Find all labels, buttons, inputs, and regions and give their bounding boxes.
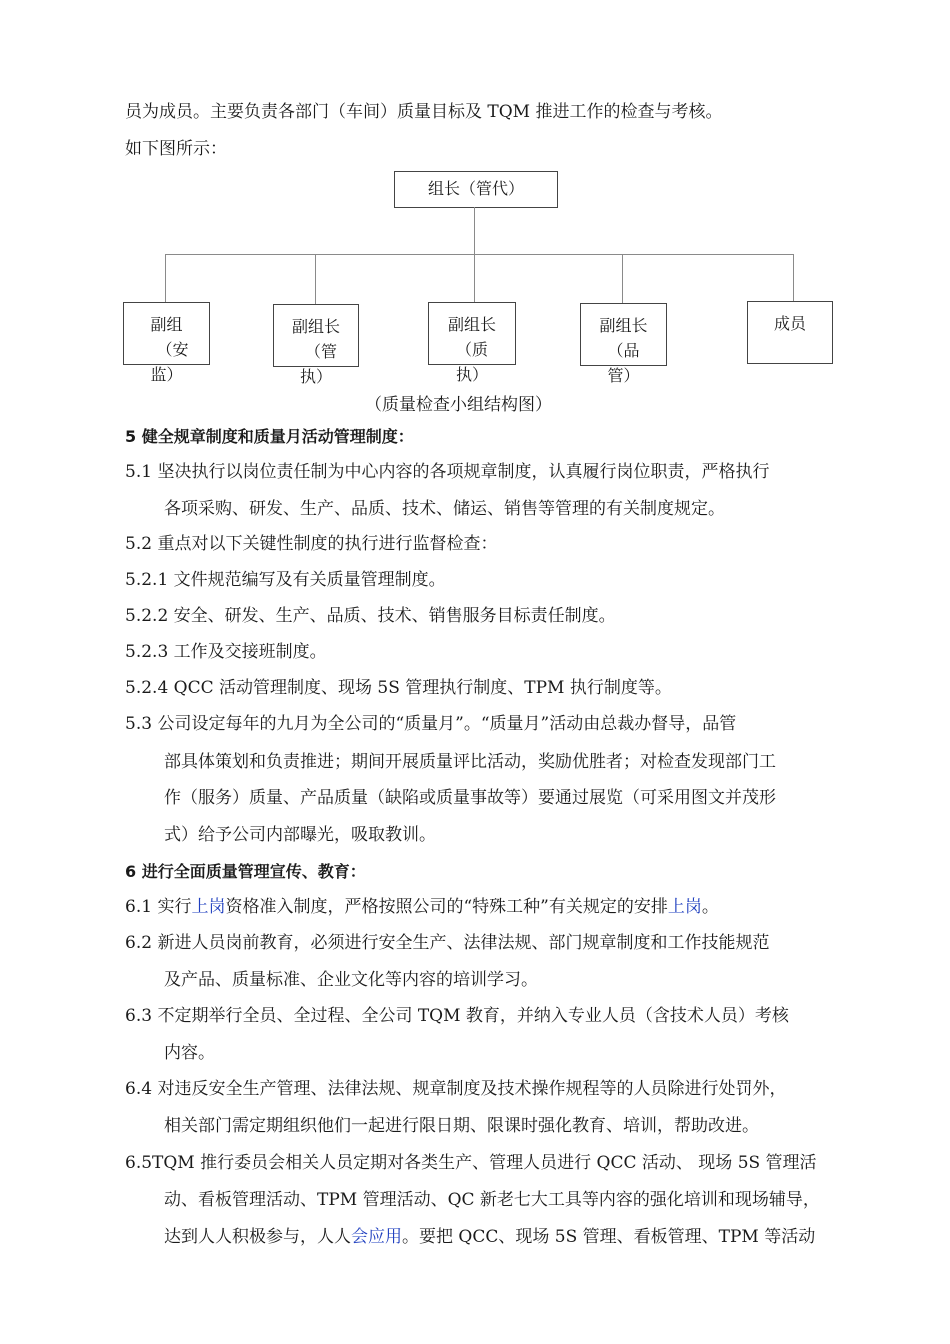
connector-drop-4 xyxy=(622,254,623,303)
paragraph-5-2-4: 5.2.4 QCC 活动管理制度、现场 5S 管理执行制度、TPM 执行制度等。 xyxy=(125,678,672,698)
org-box-line: 副组长 xyxy=(599,316,648,335)
org-box-deputy-qc xyxy=(580,303,667,385)
org-box-deputy-mgmt xyxy=(273,304,359,386)
connector-drop-3 xyxy=(474,254,475,302)
paragraph-6-4-line1: 6.4 对违反安全生产管理、法律法规、规章制度及技术操作规程等的人员除进行处罚外， xyxy=(125,1079,787,1099)
org-box-line: 成员 xyxy=(773,314,806,333)
org-box-line: 管） xyxy=(607,366,640,385)
paragraph-6-4-line2: 相关部门需定期组织他们一起进行限日期、限课时强化教育、培训，帮助改进。 xyxy=(164,1116,759,1136)
paragraph-5-2-1: 5.2.1 文件规范编写及有关质量管理制度。 xyxy=(125,570,446,590)
link-shanggang-2[interactable]: 上岗 xyxy=(667,897,702,917)
paragraph-6-5-line2: 动、看板管理活动、TPM 管理活动、QC 新老七大工具等内容的强化培训和现场辅导， xyxy=(164,1190,820,1210)
link-huiyingyong[interactable]: 会应用 xyxy=(351,1227,402,1247)
connector-drop-2 xyxy=(315,254,316,304)
connector-horizontal xyxy=(165,254,793,255)
paragraph-5-3-line2: 部具体策划和负责推进；期间开展质量评比活动，奖励优胜者；对检查发现部门工 xyxy=(164,752,776,772)
paragraph-5-1-line1: 5.1 坚决执行以岗位责任制为中心内容的各项规章制度，认真履行岗位职责，严格执行 xyxy=(125,462,770,482)
paragraph-5-2-3: 5.2.3 工作及交接班制度。 xyxy=(125,642,327,662)
paragraph-6-2-line2: 及产品、质量标准、企业文化等内容的培训学习。 xyxy=(164,970,538,990)
paragraph-intro-1: 员为成员。主要负责各部门（车间）质量目标及 TQM 推进工作的检查与考核。 xyxy=(125,102,723,122)
org-box-line: 副组长 xyxy=(291,317,340,336)
org-box-line: 副组 xyxy=(150,315,183,334)
link-shanggang-1[interactable]: 上岗 xyxy=(191,897,226,917)
org-chart-caption: （质量检查小组结构图） xyxy=(365,395,552,415)
paragraph-5-3-line1: 5.3 公司设定每年的九月为全公司的“质量月”。“质量月”活动由总裁办督导，品管 xyxy=(125,714,737,734)
paragraph-6-3-line2: 内容。 xyxy=(164,1043,215,1063)
org-box-line: （质 xyxy=(455,340,488,359)
paragraph-5-2: 5.2 重点对以下关键性制度的执行进行监督检查： xyxy=(125,534,498,554)
paragraph-6-1 xyxy=(125,899,719,916)
org-box-line: 监） xyxy=(150,365,183,384)
org-box-line: （管 xyxy=(304,342,337,361)
paragraph-6-5-line1: 6.5TQM 推行委员会相关人员定期对各类生产、管理人员进行 QCC 活动、 现场 5S 管理活 xyxy=(125,1153,817,1173)
org-box-line: 副组长 xyxy=(447,315,496,334)
paragraph-5-2-2: 5.2.2 安全、研发、生产、品质、技术、销售服务目标责任制度。 xyxy=(125,606,616,626)
paragraph-6-5-line3 xyxy=(164,1229,815,1246)
paragraph-6-2-line1: 6.2 新进人员岗前教育，必须进行安全生产、法律法规、部门规章制度和工作技能规范 xyxy=(125,933,770,953)
text-segment: 达到人人积极参与，人人 xyxy=(164,1227,351,1247)
connector-drop-5 xyxy=(793,254,794,301)
paragraph-5-3-line3: 作（服务）质量、产品质量（缺陷或质量事故等）要通过展览（可采用图文并茂形 xyxy=(164,788,776,808)
org-box-deputy-safety xyxy=(123,302,210,384)
section-5-title: 5 健全规章制度和质量月活动管理制度： xyxy=(125,427,414,446)
paragraph-6-3-line1: 6.3 不定期举行全员、全过程、全公司 TQM 教育，并纳入专业人员（含技术人员）考核 xyxy=(125,1006,789,1026)
paragraph-5-1-line2: 各项采购、研发、生产、品质、技术、储运、销售等管理的有关制度规定。 xyxy=(164,499,725,519)
org-box-line: （品 xyxy=(607,341,640,360)
org-box-line: （安 xyxy=(156,340,189,359)
connector-drop-1 xyxy=(165,254,166,302)
org-box-members xyxy=(747,301,833,364)
section-6-title: 6 进行全面质量管理宣传、教育： xyxy=(125,862,366,881)
connector-trunk xyxy=(474,207,475,254)
text-segment: 。要把 QCC、现场 5S 管理、看板管理、TPM 等活动 xyxy=(402,1227,816,1247)
org-box-deputy-quality xyxy=(428,302,516,384)
paragraph-intro-2: 如下图所示： xyxy=(125,139,227,159)
paragraph-5-3-line4: 式）给予公司内部曝光，吸取教训。 xyxy=(164,825,436,845)
org-box-line: 执） xyxy=(455,365,488,384)
text-segment: 6.1 实行 xyxy=(125,897,192,917)
org-box-leader-label: 组长（管代） xyxy=(427,179,524,198)
org-box-leader xyxy=(394,171,558,208)
text-segment: 。 xyxy=(701,897,719,917)
org-box-line: 执） xyxy=(299,367,332,386)
text-segment: 资格准入制度，严格按照公司的“特殊工种”有关规定的安排 xyxy=(225,897,668,917)
